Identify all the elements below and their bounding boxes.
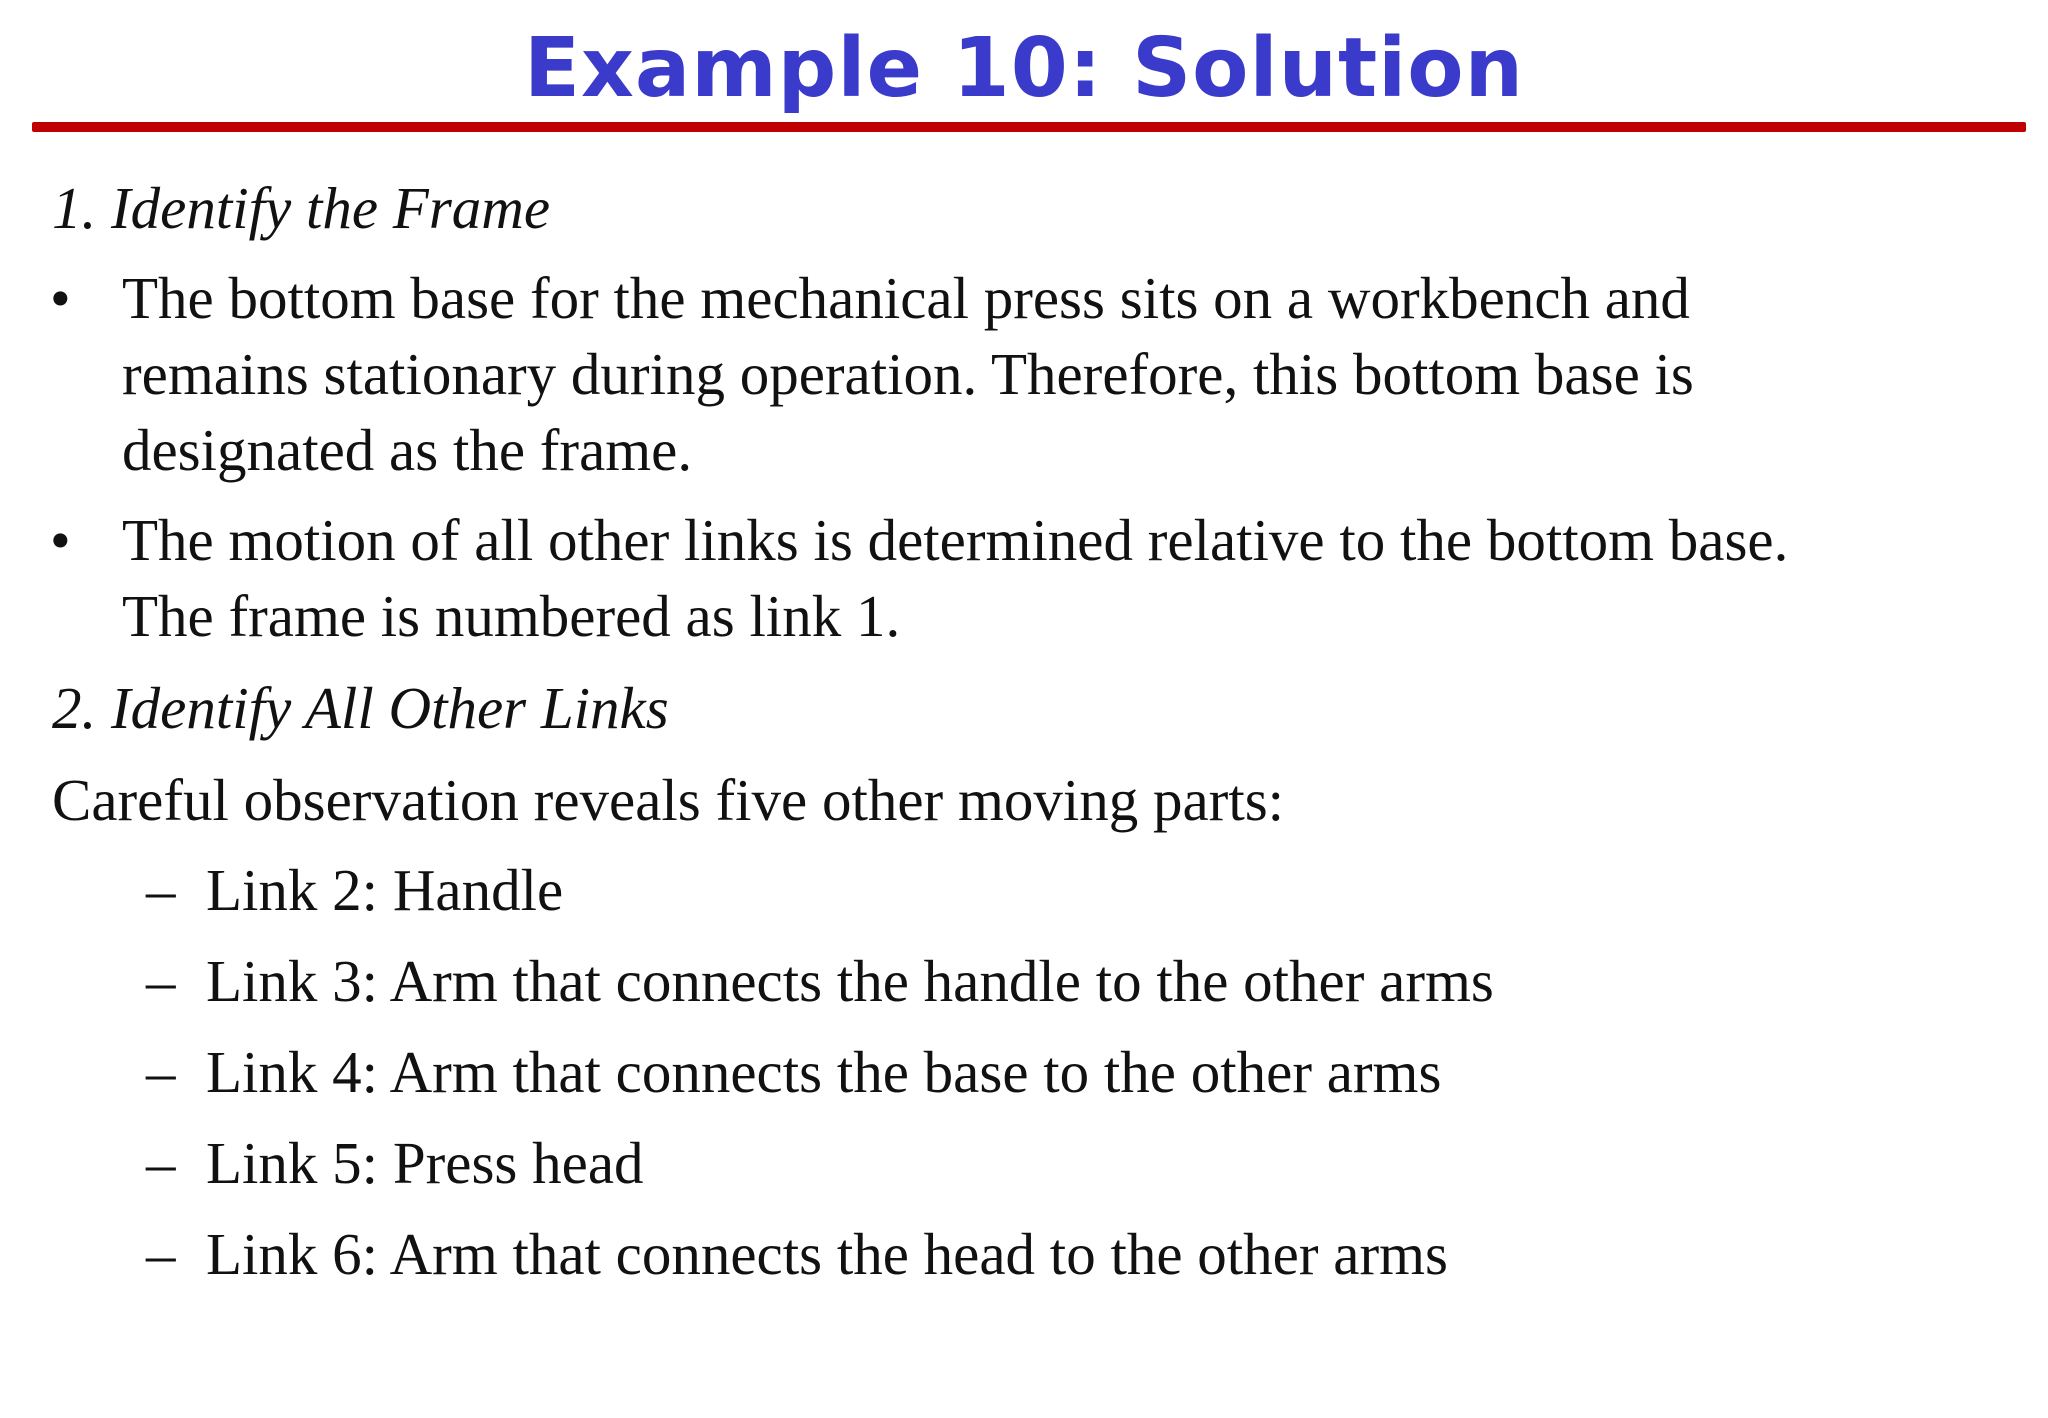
dash-icon: – [146, 1130, 176, 1196]
section-2-intro: Careful observation reveals five other moving parts: [52, 767, 1285, 833]
list-item: Link 2: Handle [206, 857, 564, 923]
title-divider [32, 122, 2026, 132]
bullet-1-line-3: designated as the frame. [122, 417, 693, 483]
list-item: Link 4: Arm that connects the base to the other arms [206, 1039, 1442, 1105]
list-item: Link 6: Arm that connects the head to the other arms [206, 1221, 1448, 1287]
bullet-icon: • [50, 507, 71, 573]
bullet-2-line-2: The frame is numbered as link 1. [122, 583, 901, 649]
list-item: Link 3: Arm that connects the handle to the other arms [206, 948, 1494, 1014]
bullet-1-line-2: remains stationary during operation. Therefore, this bottom base is [122, 341, 1694, 407]
dash-icon: – [146, 948, 176, 1014]
bullet-2-line-1: The motion of all other links is determined relative to the bottom base. [122, 507, 1789, 573]
section-2-heading: 2. Identify All Other Links [52, 675, 669, 741]
list-item: Link 5: Press head [206, 1130, 644, 1196]
section-1-heading: 1. Identify the Frame [52, 175, 551, 241]
dash-icon: – [146, 1039, 176, 1105]
dash-icon: – [146, 1221, 176, 1287]
dash-icon: – [146, 857, 176, 923]
bullet-icon: • [50, 265, 71, 331]
bullet-1-line-1: The bottom base for the mechanical press sits on a workbench and [122, 265, 1690, 331]
slide-title: Example 10: Solution [524, 21, 1524, 116]
